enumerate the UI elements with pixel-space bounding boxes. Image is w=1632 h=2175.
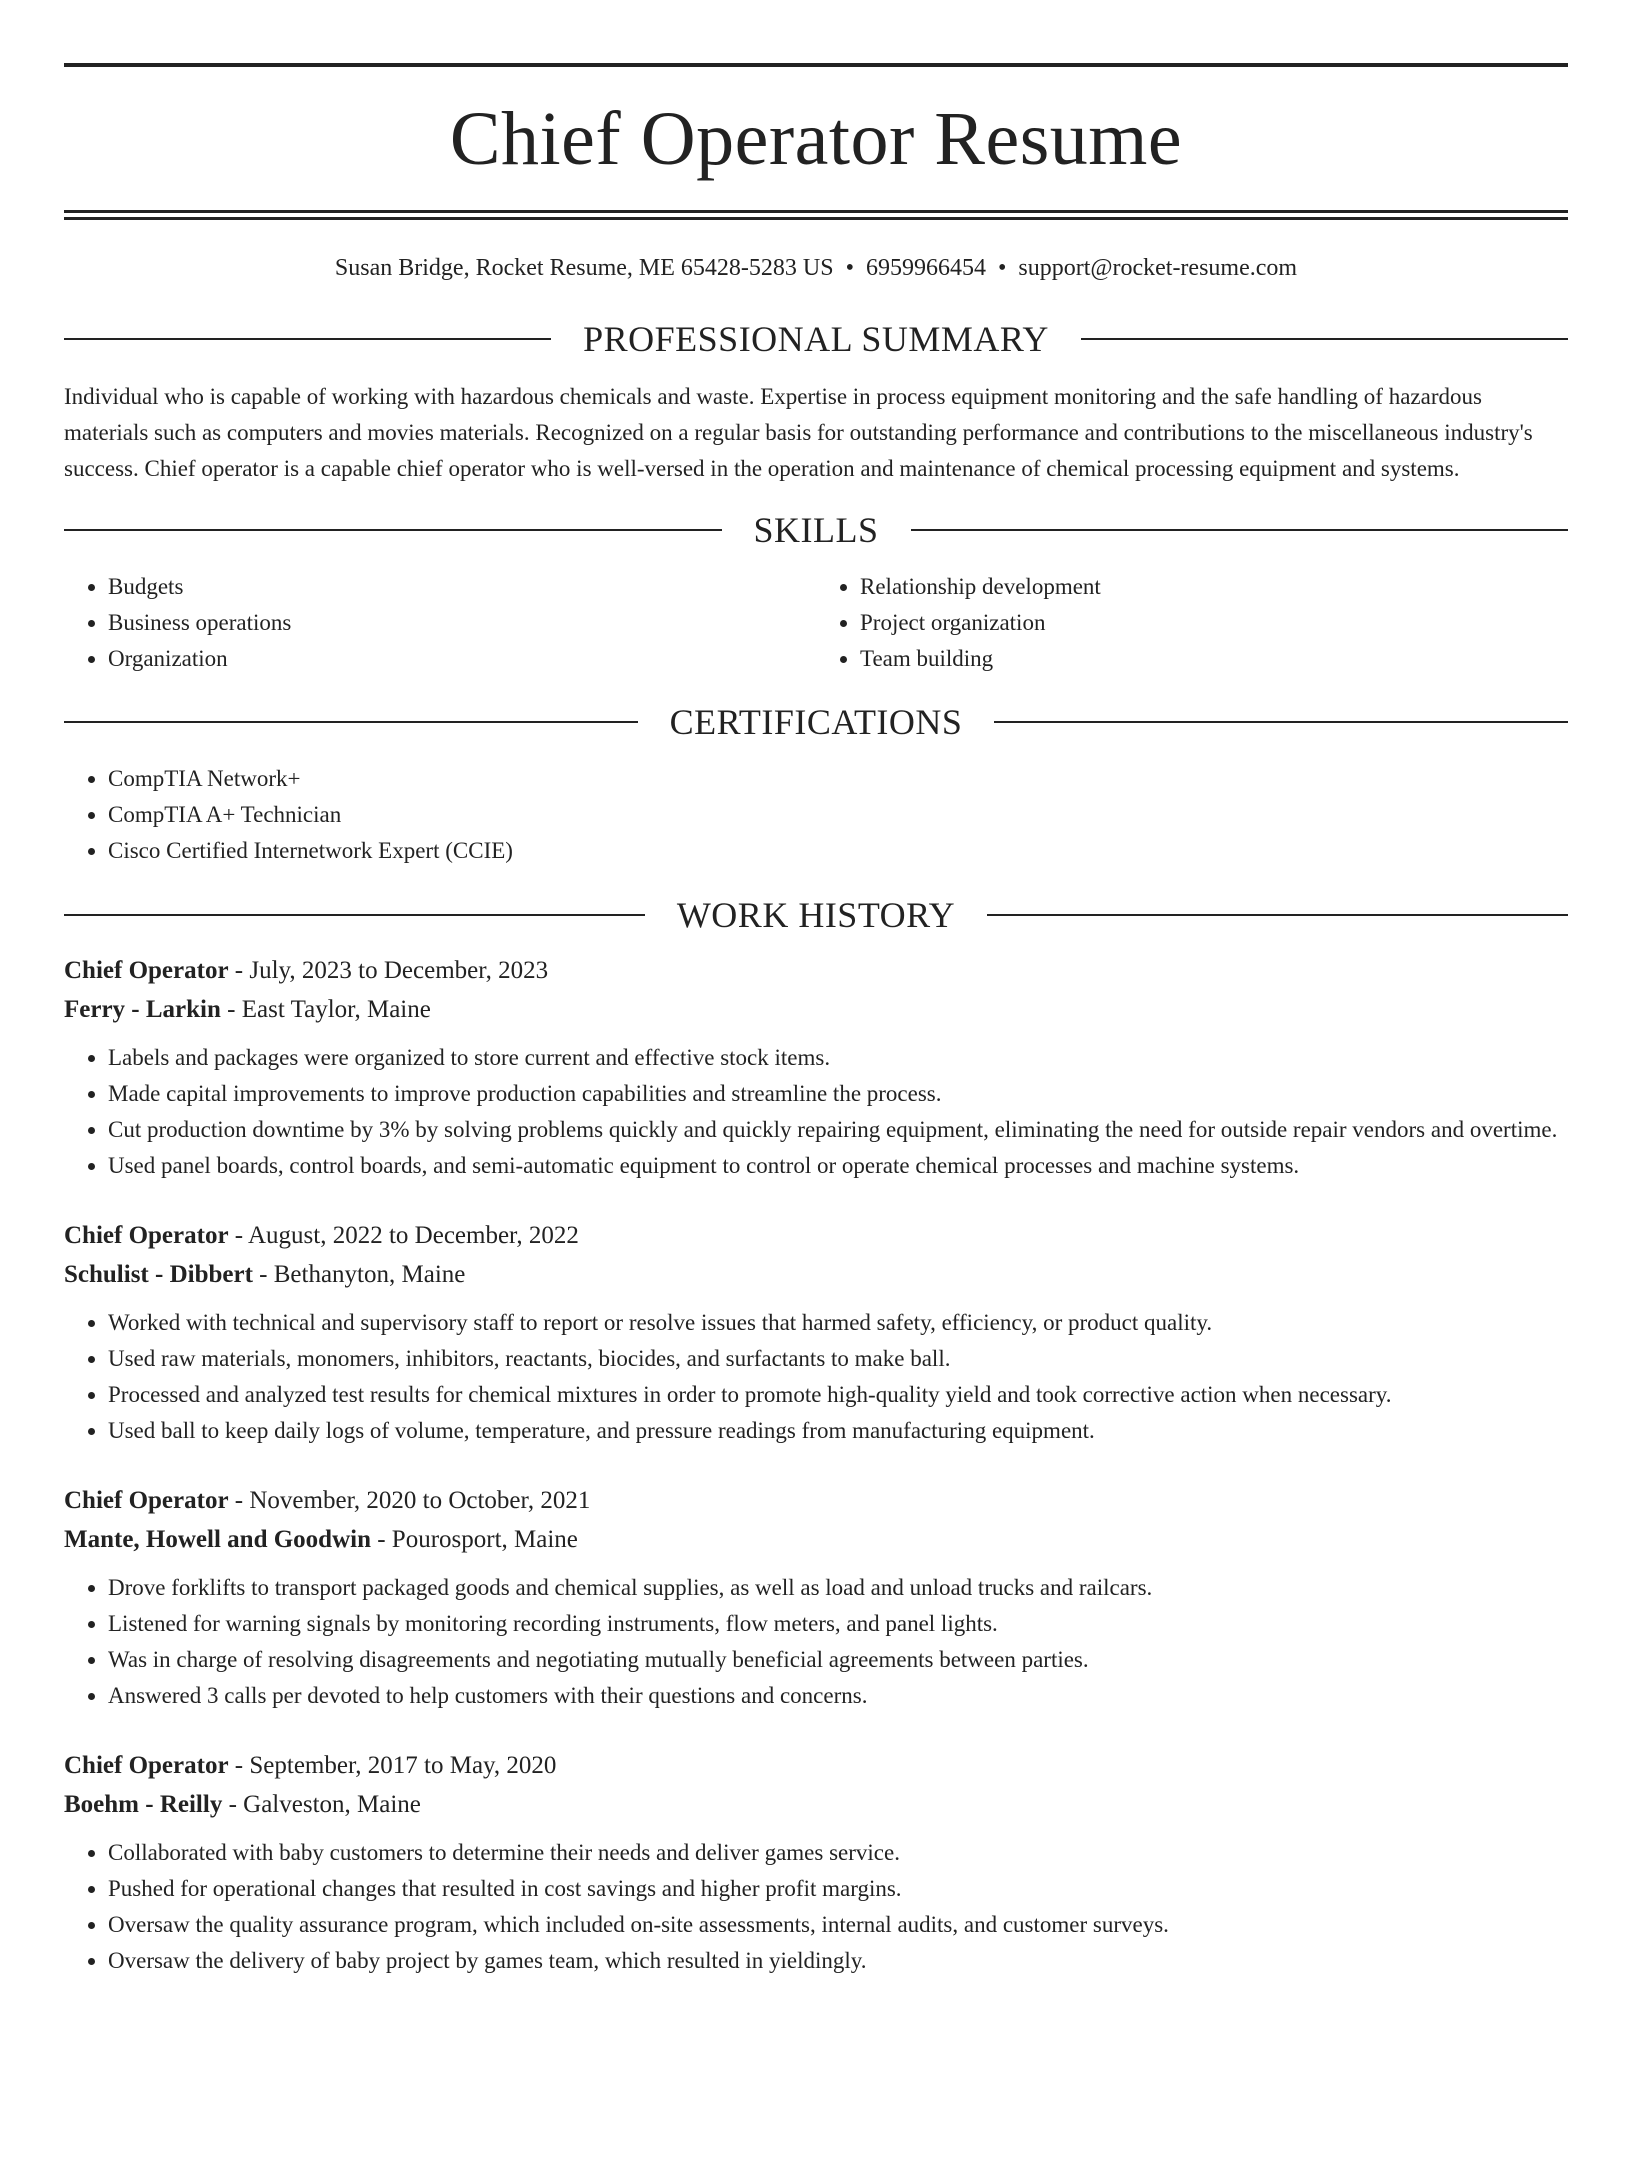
job-title: Chief Operator — [64, 1752, 229, 1779]
job-title-line — [64, 951, 1568, 990]
job-dates: - November, 2020 to October, 2021 — [228, 1487, 591, 1514]
job-location: - Pourosport, Maine — [370, 1526, 578, 1553]
list-item: • Worked with technical and supervisory staff to report or resolve issues that harmed safety, efficiency, or product quality. — [108, 1305, 1568, 1341]
list-item: • Collaborated with baby customers to determine their needs and deliver games service. — [108, 1835, 1568, 1871]
list-item: • Team building — [860, 641, 1568, 677]
job-bullets — [64, 1040, 1568, 1184]
job-company-line — [64, 1520, 1568, 1559]
heading-rule — [1081, 338, 1568, 340]
job-company: Boehm - Reilly — [64, 1791, 223, 1818]
job-company-line — [64, 1785, 1568, 1824]
certifications-heading — [64, 702, 1568, 742]
job-location: - Bethanyton, Maine — [252, 1261, 466, 1288]
skills-column-right — [816, 569, 1568, 677]
list-item: • Was in charge of resolving disagreements and negotiating mutually beneficial agreements between parties. — [108, 1642, 1568, 1678]
job-company-line — [64, 1255, 1568, 1294]
skills-heading-text: SKILLS — [753, 510, 879, 550]
contact-address: Susan Bridge, Rocket Resume, ME 65428-5283 US — [334, 255, 834, 281]
heading-rule — [994, 721, 1568, 723]
job-title: Chief Operator — [64, 1222, 229, 1249]
skills-heading — [64, 510, 1568, 550]
heading-rule — [64, 721, 638, 723]
list-item: • Oversaw the quality assurance program, which included on-site assessments, internal audits, and customer surveys. — [108, 1907, 1568, 1943]
list-item: • Used raw materials, monomers, inhibitors, reactants, biocides, and surfactants to make ball. — [108, 1341, 1568, 1377]
contact-line — [64, 253, 1568, 283]
list-item: • Used ball to keep daily logs of volume, temperature, and pressure readings from manufacturing equipment. — [108, 1413, 1568, 1449]
list-item: • Organization — [108, 641, 816, 677]
job-bullets — [64, 1835, 1568, 1979]
job-dates: - September, 2017 to May, 2020 — [228, 1752, 557, 1779]
summary-text: Individual who is capable of working with hazardous chemicals and waste. Expertise in process equipment monitoring and the safe handling of hazardous materials such as computers and movies materials. Recognized on a regular basis for outstanding performance and contributions to the miscellaneous industry's success. Chief operator is a capable chief operator who is well-versed in the operation and maintenance of chemical processing equipment and systems. — [64, 384, 1533, 481]
job-dates: - August, 2022 to December, 2022 — [228, 1222, 579, 1249]
list-item: • Cisco Certified Internetwork Expert (CCIE) — [108, 833, 1568, 869]
contact-phone: 6959966454 — [865, 255, 986, 281]
job-company-line — [64, 990, 1568, 1029]
list-item: • Pushed for operational changes that resulted in cost savings and higher profit margins. — [108, 1871, 1568, 1907]
job-company: Mante, Howell and Goodwin — [64, 1526, 371, 1553]
heading-rule — [64, 338, 551, 340]
job-title-line — [64, 1746, 1568, 1785]
list-item: • Relationship development — [860, 569, 1568, 605]
work-history-heading — [64, 895, 1568, 935]
skills-column-left — [64, 569, 816, 677]
job-title-line — [64, 1216, 1568, 1255]
contact-email: support@rocket-resume.com — [1018, 255, 1298, 281]
top-rule — [64, 63, 1568, 67]
heading-rule — [64, 914, 645, 916]
list-item: • Drove forklifts to transport packaged goods and chemical supplies, as well as load and unload trucks and railcars. — [108, 1570, 1568, 1606]
summary-heading-text: PROFESSIONAL SUMMARY — [583, 319, 1049, 359]
list-item: • CompTIA A+ Technician — [108, 797, 1568, 833]
summary-heading — [64, 319, 1568, 359]
list-item: • Answered 3 calls per devoted to help customers with their questions and concerns. — [108, 1678, 1568, 1714]
job-location: - Galveston, Maine — [222, 1791, 421, 1818]
job-title: Chief Operator — [64, 1487, 229, 1514]
skills-list — [64, 569, 1568, 677]
list-item: • Listened for warning signals by monitoring recording instruments, flow meters, and panel lights. — [108, 1606, 1568, 1642]
list-item: • Budgets — [108, 569, 816, 605]
job-entry — [64, 1746, 1568, 1979]
job-bullets — [64, 1305, 1568, 1449]
job-bullets — [64, 1570, 1568, 1714]
job-title-line — [64, 1481, 1568, 1520]
contact-separator: • — [997, 255, 1007, 281]
job-entry — [64, 951, 1568, 1184]
job-dates: - July, 2023 to December, 2023 — [228, 957, 549, 984]
heading-rule — [64, 529, 722, 531]
list-item: • Processed and analyzed test results for chemical mixtures in order to promote high-quality yield and took corrective action when necessary. — [108, 1377, 1568, 1413]
title-double-rule — [64, 210, 1568, 220]
heading-rule — [987, 914, 1568, 916]
job-entry — [64, 1216, 1568, 1449]
heading-rule — [911, 529, 1569, 531]
list-item: • Used panel boards, control boards, and semi-automatic equipment to control or operate chemical processes and machine systems. — [108, 1148, 1568, 1184]
list-item: • Made capital improvements to improve production capabilities and streamline the process. — [108, 1076, 1568, 1112]
job-company: Schulist - Dibbert — [64, 1261, 253, 1288]
job-title: Chief Operator — [64, 957, 229, 984]
list-item: • Labels and packages were organized to store current and effective stock items. — [108, 1040, 1568, 1076]
resume-page — [0, 63, 1632, 2175]
job-company: Ferry - Larkin — [64, 996, 221, 1023]
list-item: • Project organization — [860, 605, 1568, 641]
certifications-heading-text: CERTIFICATIONS — [669, 702, 963, 742]
certifications-list — [64, 761, 1568, 869]
work-history-heading-text: WORK HISTORY — [676, 895, 956, 935]
contact-separator: • — [845, 255, 854, 281]
list-item: • Cut production downtime by 3% by solving problems quickly and quickly repairing equipment, eliminating the need for outside repair vendors and overtime. — [108, 1112, 1568, 1148]
list-item: • Oversaw the delivery of baby project by games team, which resulted in yieldingly. — [108, 1943, 1568, 1979]
list-item: • CompTIA Network+ — [108, 761, 1568, 797]
job-location: - East Taylor, Maine — [220, 996, 431, 1023]
job-entry — [64, 1481, 1568, 1714]
page-title: Chief Operator Resume — [449, 97, 1183, 181]
list-item: • Business operations — [108, 605, 816, 641]
